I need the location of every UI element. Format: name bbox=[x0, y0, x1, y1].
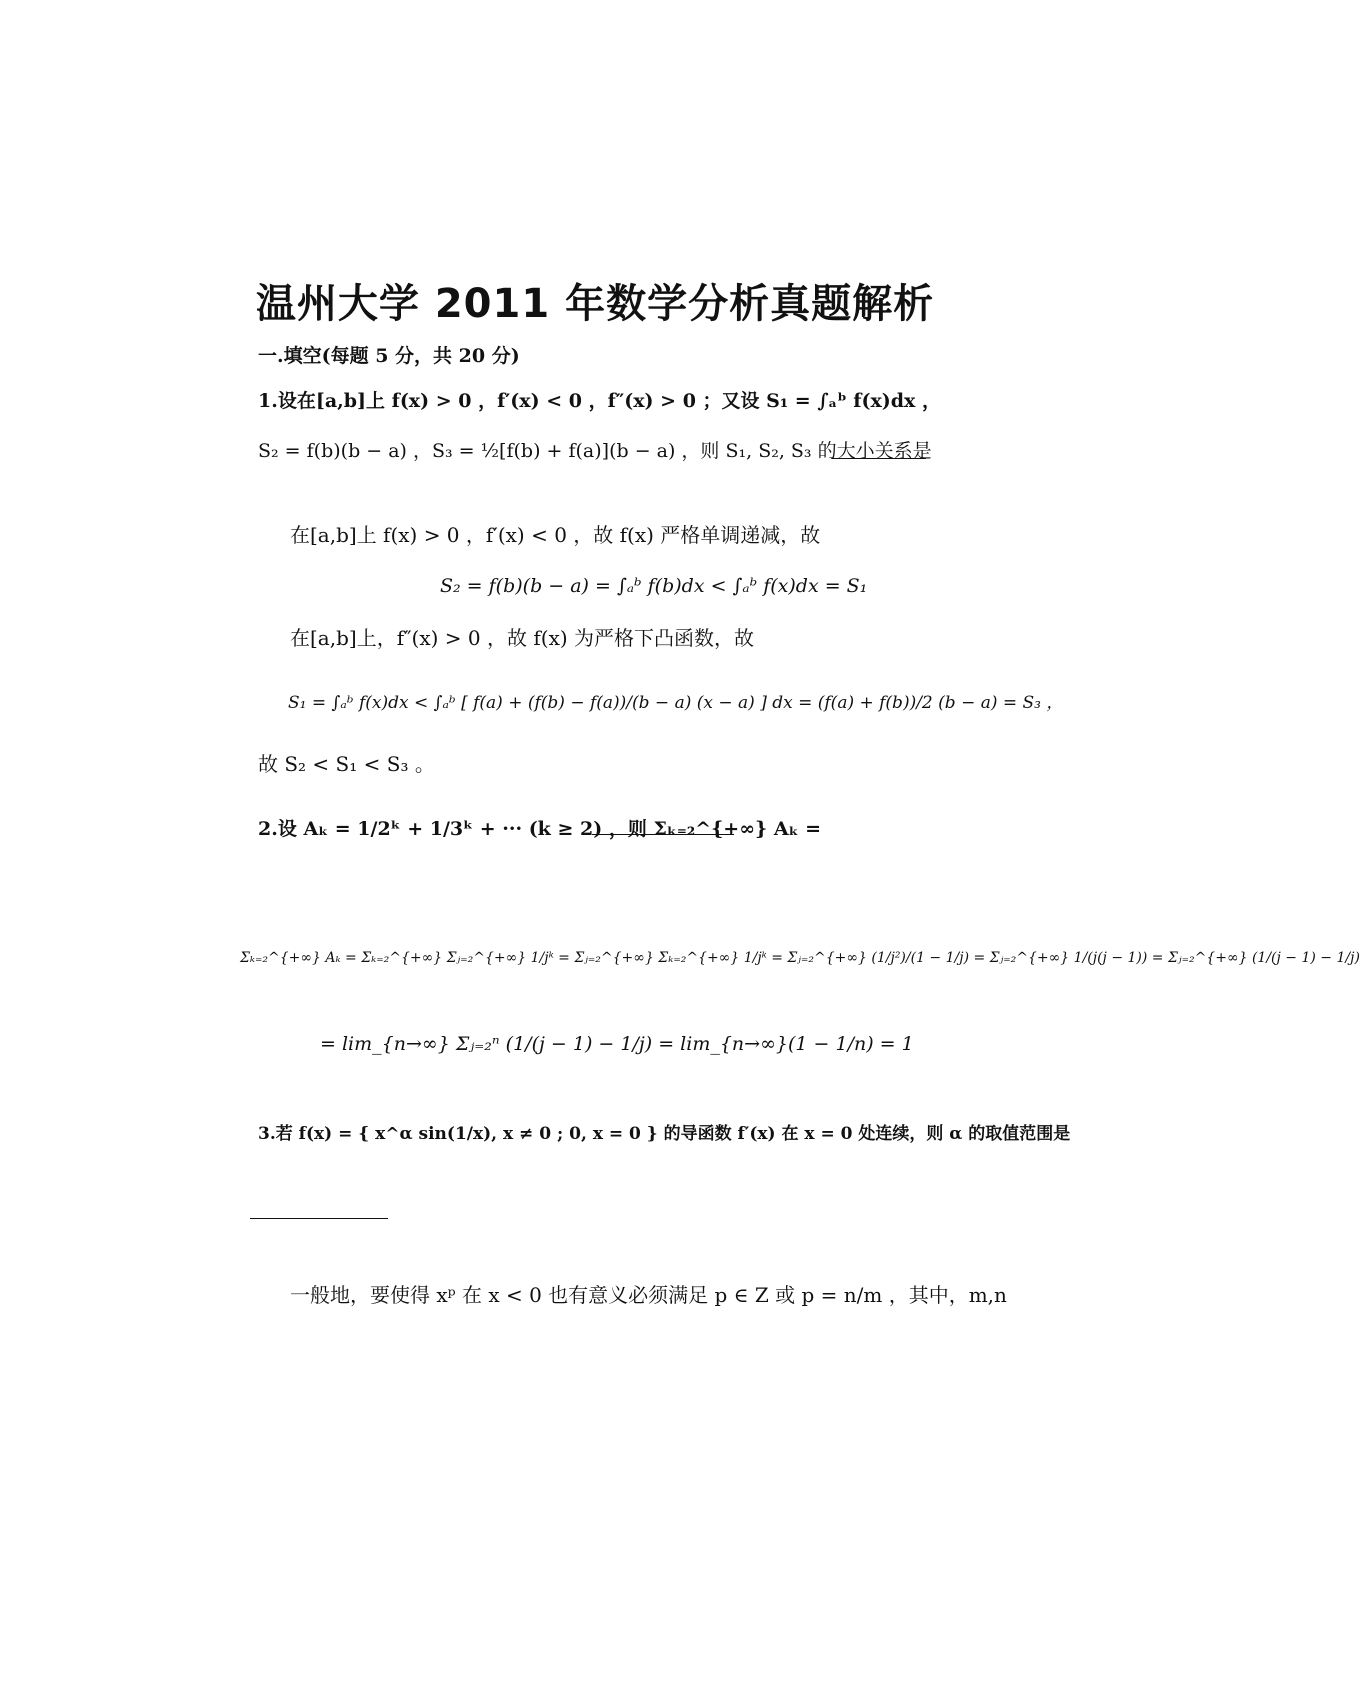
q1-solution-equation1: S₂ = f(b)(b − a) = ∫ₐᵇ f(b)dx < ∫ₐᵇ f(x)dx = S₁ bbox=[440, 575, 868, 597]
q1-solution-line1: 在[a,b]上 f(x) > 0 ，f′(x) < 0 ，故 f(x) 严格单调递减，故 bbox=[290, 523, 821, 547]
page-title: 温州大学 2011 年数学分析真题解析 bbox=[255, 281, 935, 327]
q1-solution-equation2: S₁ = ∫ₐᵇ f(x)dx < ∫ₐᵇ [ f(a) + (f(b) − f(a))/(b − a) (x − a) ] dx = (f(a) + f(b))/2 (b − a) = S₃ ， bbox=[288, 693, 1064, 713]
section-heading: 一.填空(每题 5 分，共 20 分) bbox=[258, 345, 520, 367]
q2-solution-equation2: = lim_{n→∞} Σⱼ₌₂ⁿ (1/(j − 1) − 1/j) = lim_{n→∞}(1 − 1/n) = 1 bbox=[320, 1033, 914, 1055]
q2-answer-blank bbox=[592, 834, 734, 835]
q2-solution-equation1: Σₖ₌₂^{+∞} Aₖ = Σₖ₌₂^{+∞} Σⱼ₌₂^{+∞} 1/jᵏ = Σⱼ₌₂^{+∞} Σₖ₌₂^{+∞} 1/jᵏ = Σⱼ₌₂^{+∞} (1/j²)/(1 − 1/j) = Σⱼ₌₂^{+∞} 1/(j(j − 1)) = Σⱼ₌₂^{+∞} (1/(j − 1) − 1/j) bbox=[240, 950, 1360, 966]
q1-solution-line2: 在[a,b]上，f″(x) > 0 ，故 f(x) 为严格下凸函数，故 bbox=[290, 626, 755, 650]
q3-answer-blank bbox=[250, 1218, 388, 1219]
q3-statement: 3.若 f(x) = { x^α sin(1/x), x ≠ 0 ; 0, x = 0 } 的导函数 f′(x) 在 x = 0 处连续，则 α 的取值范围是 bbox=[258, 1124, 1071, 1144]
q2-statement: 2.设 Aₖ = 1/2ᵏ + 1/3ᵏ + ··· (k ≥ 2) ，则 Σₖ₌₂^{+∞} Aₖ = bbox=[258, 818, 822, 840]
q1-statement-line2: S₂ = f(b)(b − a) ，S₃ = ½[f(b) + f(a)](b − a) ，则 S₁, S₂, S₃ 的大小关系是 bbox=[258, 440, 932, 462]
q1-statement-line1: 1.设在[a,b]上 f(x) > 0 ，f′(x) < 0 ，f″(x) > 0 ；又设 S₁ = ∫ₐᵇ f(x)dx ， bbox=[258, 390, 941, 412]
q1-conclusion: 故 S₂ < S₁ < S₃ 。 bbox=[258, 752, 435, 776]
q3-solution-line1: 一般地，要使得 xᵖ 在 x < 0 也有意义必须满足 p ∈ Z 或 p = n/m ，其中，m,n bbox=[290, 1283, 1007, 1307]
q1-answer-blank bbox=[832, 458, 926, 459]
